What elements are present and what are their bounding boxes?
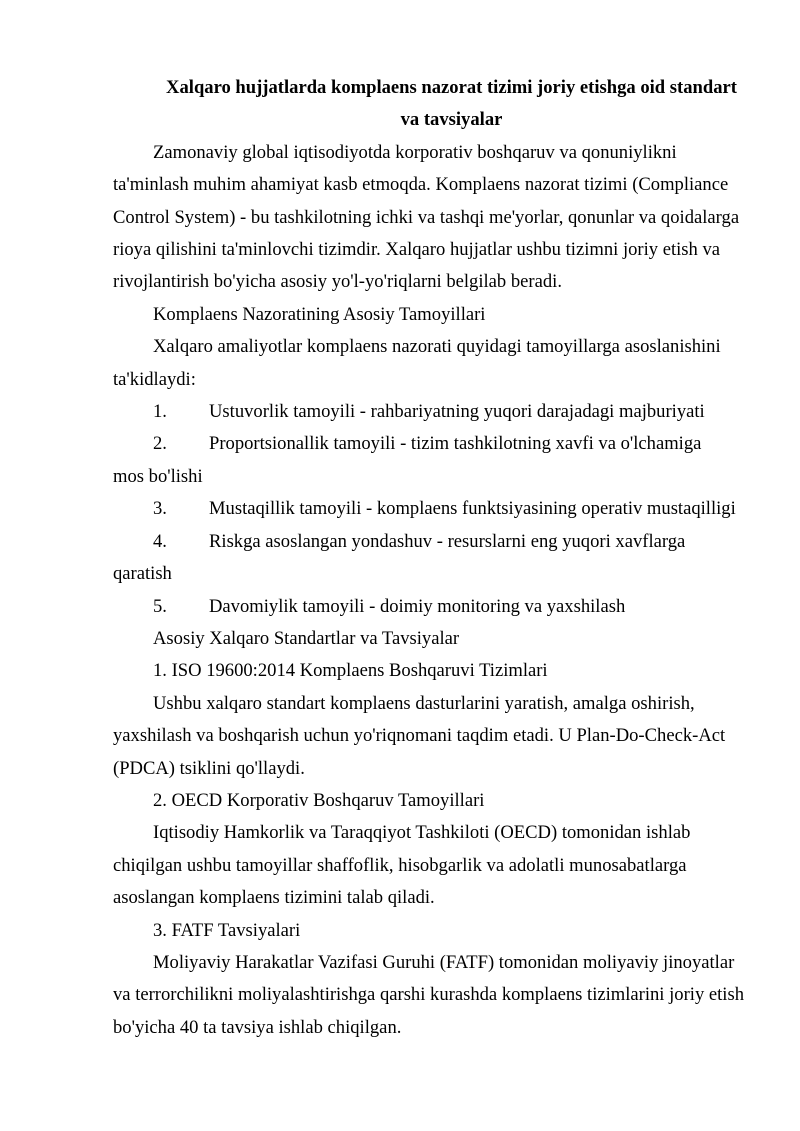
list-item xyxy=(113,493,745,525)
list-item-text: Riskga asoslangan yondashuv - resurslarni eng yuqori xavflarga xyxy=(209,530,686,552)
list-item xyxy=(113,396,745,428)
intro-paragraph: Zamonaviy global iqtisodiyotda korporativ boshqaruv va qonuniylikni ta'minlash muhim ahamiyat kasb etmoqda. Komplaens nazorat tizimi (Compliance Control System) - bu tashkilotning ichki va tashqi me'yorlar, qonunlar va qoidalarga rioya qilishini ta'minlovchi tizimdir. Xalqaro hujjatlar ushbu tizimni joriy etish va rivojlantirish bo'yicha asosiy yo'l-yo'riqlarni belgilab beradi. xyxy=(113,141,740,293)
list-item-number: 1. xyxy=(153,401,167,423)
list-item-text: Ustuvorlik tamoyili - rahbariyatning yuqori darajadagi majburiyati xyxy=(209,401,705,423)
oecd-heading: 2. OECD Korporativ Boshqaruv Tamoyillari xyxy=(153,789,485,811)
document-title: Xalqaro hujjatlarda komplaens nazorat tizimi joriy etishga oid standart va tavsiyalar xyxy=(166,77,737,131)
list-item xyxy=(113,591,745,623)
document-page xyxy=(113,72,745,1044)
list-item-text-continued: qaratish xyxy=(113,563,172,585)
list-item-text: Mustaqillik tamoyili - komplaens funktsiyasining operativ mustaqilligi xyxy=(209,498,736,520)
list-item xyxy=(113,526,745,591)
principles-intro: Xalqaro amaliyotlar komplaens nazorati quyidagi tamoyillarga asoslanishini ta'kidlaydi: xyxy=(113,336,721,390)
fatf-paragraph: Moliyaviy Harakatlar Vazifasi Guruhi (FATF) tomonidan moliyaviy jinoyatlar va terrorchilikni moliyalashtirishga qarshi kurashda komplaens tizimlarini joriy etish bo'yicha 40 ta tavsiya ishlab chiqilgan. xyxy=(113,951,745,1038)
iso-heading: 1. ISO 19600:2014 Komplaens Boshqaruvi Tizimlari xyxy=(153,660,548,682)
principles-heading: Komplaens Nazoratining Asosiy Tamoyillari xyxy=(153,303,486,325)
fatf-heading: 3. FATF Tavsiyalari xyxy=(153,919,301,941)
oecd-paragraph: Iqtisodiy Hamkorlik va Taraqqiyot Tashkiloti (OECD) tomonidan ishlab chiqilgan ushbu tamoyillar shaffoflik, hisobgarlik va adolatli munosabatlarga asoslangan komplaens tizimini talab qiladi. xyxy=(113,822,691,909)
list-item-number: 2. xyxy=(153,433,167,455)
list-item-text-continued: mos bo'lishi xyxy=(113,465,203,487)
principles-list xyxy=(113,396,745,623)
iso-paragraph: Ushbu xalqaro standart komplaens dasturlarini yaratish, amalga oshirish, yaxshilash va boshqarish uchun yo'riqnomani taqdim etadi. U Plan-Do-Check-Act (PDCA) tsiklini qo'llaydi. xyxy=(113,692,726,779)
list-item-number: 5. xyxy=(153,595,167,617)
list-item-number: 4. xyxy=(153,530,167,552)
list-item-text: Davomiylik tamoyili - doimiy monitoring va yaxshilash xyxy=(209,595,626,617)
list-item-number: 3. xyxy=(153,498,167,520)
list-item-text: Proportsionallik tamoyili - tizim tashkilotning xavfi va o'lchamiga xyxy=(209,433,702,455)
standards-heading: Asosiy Xalqaro Standartlar va Tavsiyalar xyxy=(153,627,460,649)
list-item xyxy=(113,428,745,493)
